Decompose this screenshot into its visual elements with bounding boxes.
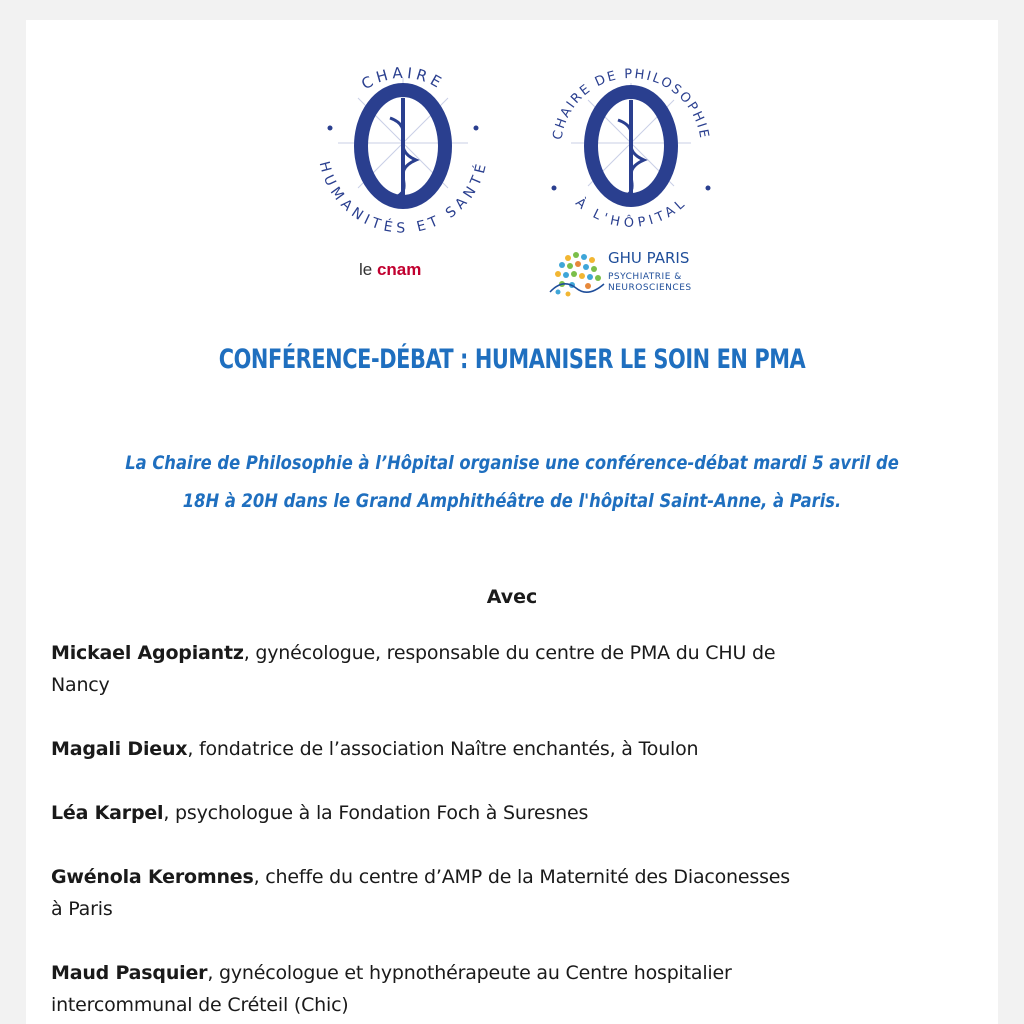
ghu-dots-icon xyxy=(548,248,606,300)
intro-line-1: La Chaire de Philosophie à l’Hôpital organise une conférence-débat mardi 5 avril de xyxy=(125,452,899,474)
speaker-name: Maud Pasquier xyxy=(51,962,208,984)
page-title: CONFÉRENCE-DÉBAT : HUMANISER LE SOIN EN PMA xyxy=(218,344,806,375)
speaker-item xyxy=(51,861,981,925)
speaker-role: , gynécologue et hypnothérapeute au Centre hospitalier xyxy=(207,962,732,984)
speaker-item xyxy=(51,797,981,829)
speaker-role-cont: Nancy xyxy=(51,674,110,696)
speaker-role-cont: intercommunal de Créteil (Chic) xyxy=(51,994,349,1016)
avec-heading: Avec xyxy=(486,586,538,608)
ghu-name: GHU PARIS xyxy=(608,249,690,267)
speaker-role: , gynécologue, responsable du centre de PMA du CHU de xyxy=(243,642,776,664)
document-card xyxy=(26,20,998,1024)
logo-arc-top-text: CHAIRE DE PHILOSOPHIE xyxy=(550,66,712,141)
speaker-list xyxy=(51,637,981,1024)
logo-arc-bottom-text: HUMANITÉS ET SANTÉ xyxy=(315,159,491,237)
speaker-role: , cheffe du centre d’AMP de la Maternité des Diaconesses xyxy=(253,866,790,888)
speaker-role: , fondatrice de l’association Naître enchantés, à Toulon xyxy=(187,738,699,760)
intro-text xyxy=(26,444,998,520)
chaire-humanites-sante-logo xyxy=(308,48,498,258)
speaker-name: Léa Karpel xyxy=(51,802,164,824)
header-logos xyxy=(26,20,998,320)
speaker-role-cont: à Paris xyxy=(51,898,113,920)
speaker-name: Magali Dieux xyxy=(51,738,188,760)
chaire-philosophie-hopital-logo xyxy=(536,48,726,258)
speaker-item xyxy=(51,733,981,765)
speaker-role: , psychologue à la Fondation Foch à Suresnes xyxy=(163,802,589,824)
logo-arc-top-text: CHAIRE xyxy=(358,63,448,94)
ghu-subtitle: PSYCHIATRIE & NEUROSCIENCES xyxy=(608,272,692,293)
speaker-name: Mickael Agopiantz xyxy=(51,642,244,664)
speaker-item xyxy=(51,637,981,701)
speaker-item xyxy=(51,957,981,1021)
lecnam-logo: le cnam xyxy=(359,260,422,279)
logo-arc-bottom-text: À L'HÔPITAL xyxy=(572,195,690,231)
speaker-name: Gwénola Keromnes xyxy=(51,866,254,888)
intro-line-2: 18H à 20H dans le Grand Amphithéâtre de l'hôpital Saint-Anne, à Paris. xyxy=(182,490,842,512)
ghu-paris-logo xyxy=(548,248,718,300)
